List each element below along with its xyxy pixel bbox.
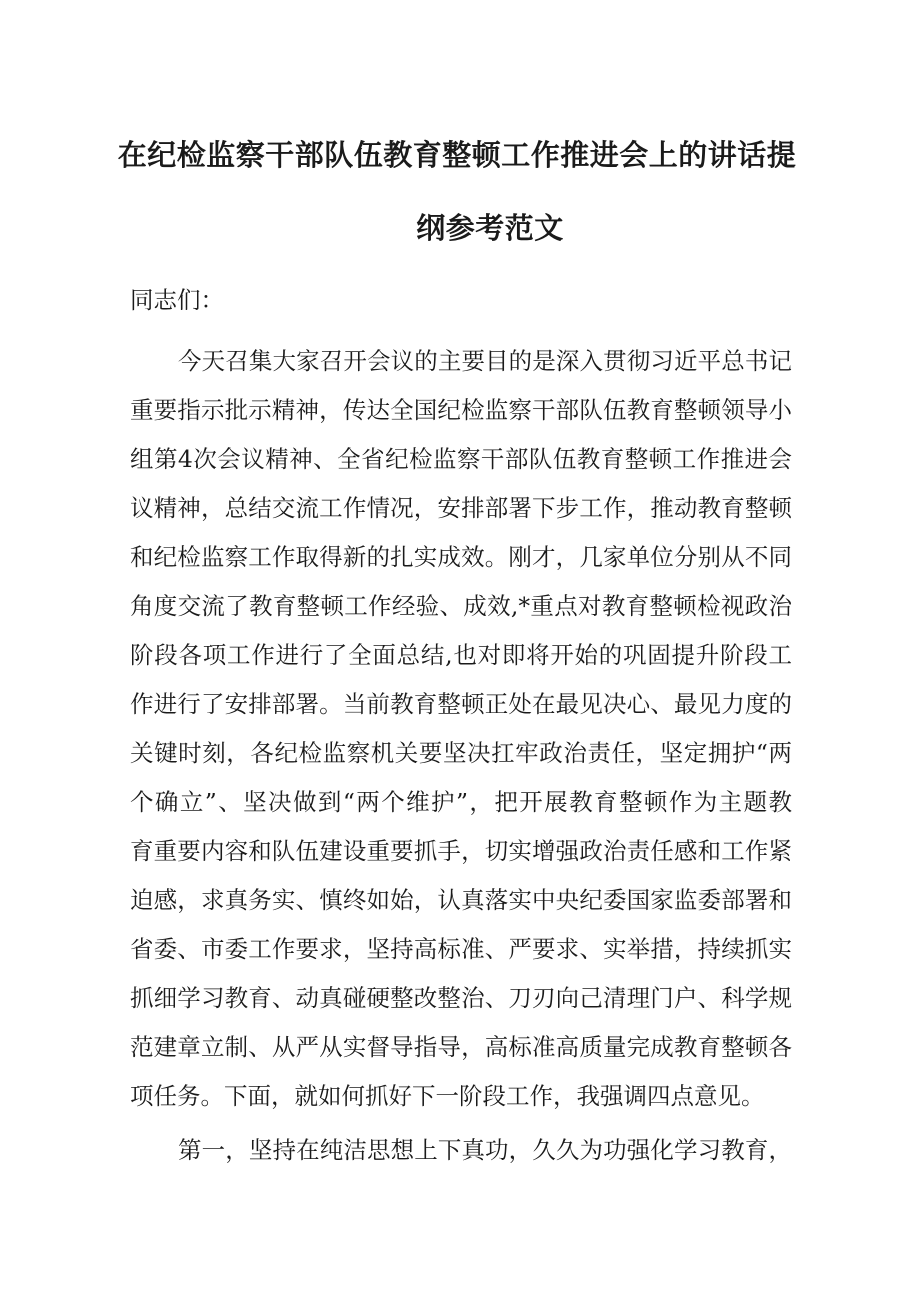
- paragraph-line: 育重要内容和队伍建设重要抓手，切实增强政治责任感和工作紧: [130, 837, 792, 865]
- paragraph-1: [130, 337, 792, 1121]
- paragraph-line: 今天召集大家召开会议的主要目的是深入贯彻习近平总书记: [178, 347, 792, 375]
- paragraph-2: [130, 1126, 792, 1175]
- paragraph-line: 第一，坚持在纯洁思想上下真功，久久为功强化学习教育，: [178, 1136, 792, 1164]
- document-title-line-2: 纲参考范文: [416, 211, 564, 245]
- paragraph-line: 组第4次会议精神、全省纪检监察干部队伍教育整顿工作推进会: [130, 445, 792, 473]
- paragraph-line: 重要指示批示精神，传达全国纪检监察干部队伍教育整顿领导小: [130, 396, 792, 424]
- paragraph-line: 作进行了安排部署。当前教育整顿正处在最见决心、最见力度的: [130, 690, 792, 718]
- paragraph-line: 迫感，求真务实、慎终如始，认真落实中央纪委国家监委部署和: [130, 886, 792, 914]
- paragraph-line: 个确立”、坚决做到“两个维护”，把开展教育整顿作为主题教: [130, 788, 792, 816]
- paragraph-line: 议精神，总结交流工作情况，安排部署下步工作，推动教育整顿: [130, 494, 792, 522]
- paragraph-line: 关键时刻，各纪检监察机关要坚决扛牢政治责任，坚定拥护“两: [130, 739, 792, 767]
- paragraph-line: 抓细学习教育、动真碰硬整改整治、刀刃向己清理门户、科学规: [130, 984, 792, 1012]
- document-title-line-1: 在纪检监察干部队伍教育整顿工作推进会上的讲话提: [117, 138, 797, 172]
- paragraph-line: 省委、市委工作要求，坚持高标准、严要求、实举措，持续抓实: [130, 935, 792, 963]
- paragraph-line: 项任务。下面，就如何抓好下一阶段工作，我强调四点意见。: [130, 1082, 765, 1110]
- paragraph-line: 角度交流了教育整顿工作经验、成效,*重点对教育整顿检视政治: [130, 592, 792, 620]
- paragraph-line: 阶段各项工作进行了全面总结,也对即将开始的巩固提升阶段工: [130, 641, 792, 669]
- paragraph-line: 范建章立制、从严从实督导指导，高标准高质量完成教育整顿各: [130, 1033, 792, 1061]
- paragraph-line: 和纪检监察工作取得新的扎实成效。刚才，几家单位分别从不同: [130, 543, 792, 571]
- salutation: 同志们：: [130, 286, 224, 314]
